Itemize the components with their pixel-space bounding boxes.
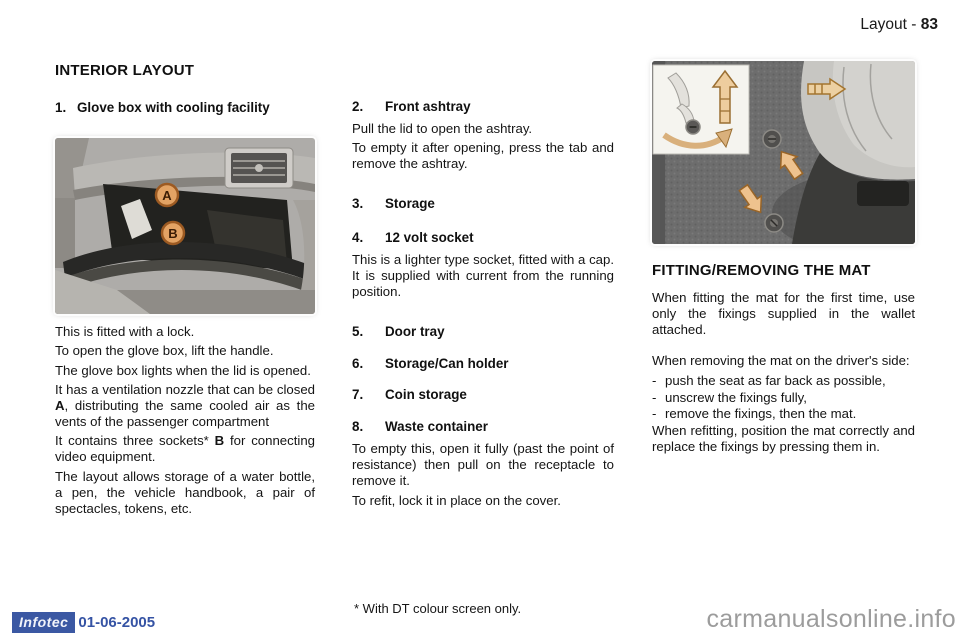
header-separator: - [906,16,921,33]
figure-mat-fixings-photo [652,61,915,244]
item-number: 1. [55,100,67,115]
infotec-logo: Infotec [12,612,75,633]
paragraph: The layout allows storage of a water bottle, a pen, the vehicle handbook, a pair of spectacles, tokens, etc. [55,468,315,516]
list-item-can-holder: 6. Storage/Can holder [352,355,509,371]
list-item-front-ashtray: 2. Front ashtray Pull the lid to open the ashtray. To empty it after opening, press the tab and remove the ashtray. [352,99,614,172]
unscrew-inset-diagram [653,65,749,154]
air-vent [225,148,293,188]
item-title: Glove box with cooling facility [77,100,270,115]
glove-box-illustration [55,138,315,314]
list-item-door-tray: 5. Door tray [352,323,445,339]
paragraph: This is fitted with a lock. [55,324,195,339]
page-header [860,16,938,34]
paragraph: When fitting the mat for the first time, use only the fixings supplied in the wallet attached. [652,290,915,337]
footer [12,612,155,633]
interior-items-list [352,99,614,522]
watermark: carmanualsonline.info [706,605,956,633]
paragraph: The glove box lights when the lid is opened. [55,362,311,378]
list-item-waste-container: 8. Waste container To empty this, open it fully (past the point of resistance) then pull on the receptacle to remove it. To refit, lock it in place on the cover. [352,419,614,508]
paragraph: It contains three sockets* B for connecting video equipment. [55,433,315,465]
list-item-12v-socket: 4. 12 volt socket This is a lighter type socket, fitted with a cap. It is supplied with current from the running position. [352,230,614,299]
paragraph: When refitting, position the mat correctly and replace the fixings by pressing them in. [652,423,915,455]
bullet-item: - unscrew the fixings fully, [652,389,807,405]
bullet-item: - remove the fixings, then the mat. [652,406,857,422]
paragraph: When removing the mat on the driver's side: [652,353,910,369]
footnote-dt-screen: * With DT colour screen only. [354,601,522,616]
svg-text:B: B [168,226,178,241]
marker-b [162,222,184,244]
list-item-storage: 3. Storage [352,196,435,212]
marker-a [156,184,178,206]
section-title-fitting-mat: FITTING/REMOVING THE MAT [652,262,871,279]
chapter-title: Layout [860,16,907,33]
page-number: 83 [920,16,938,33]
bullet-item: - push the seat as far back as possible, [652,372,886,388]
section-title-interior-layout: INTERIOR LAYOUT [55,62,195,79]
mat-fixing-front [763,130,781,148]
mat-instructions [652,290,915,459]
figure-glove-box-photo [55,138,315,314]
inset-screw [686,120,700,134]
print-date: 01-06-2005 [78,614,156,631]
paragraph: It has a ventilation nozzle that can be closed A, distributing the same cooled air as the vents of the passenger compartment [55,382,315,430]
mat-fixings-illustration [652,61,915,244]
list-item-coin-storage: 7. Coin storage [352,387,467,403]
marker-b-ref: B [214,433,225,449]
item-heading-glove-box [55,100,270,115]
glove-box-description [55,324,315,520]
marker-a-ref: A [55,398,65,414]
mat-fixing-rear [765,214,783,232]
svg-text:A: A [162,188,172,203]
paragraph: To open the glove box, lift the handle. [55,343,274,359]
